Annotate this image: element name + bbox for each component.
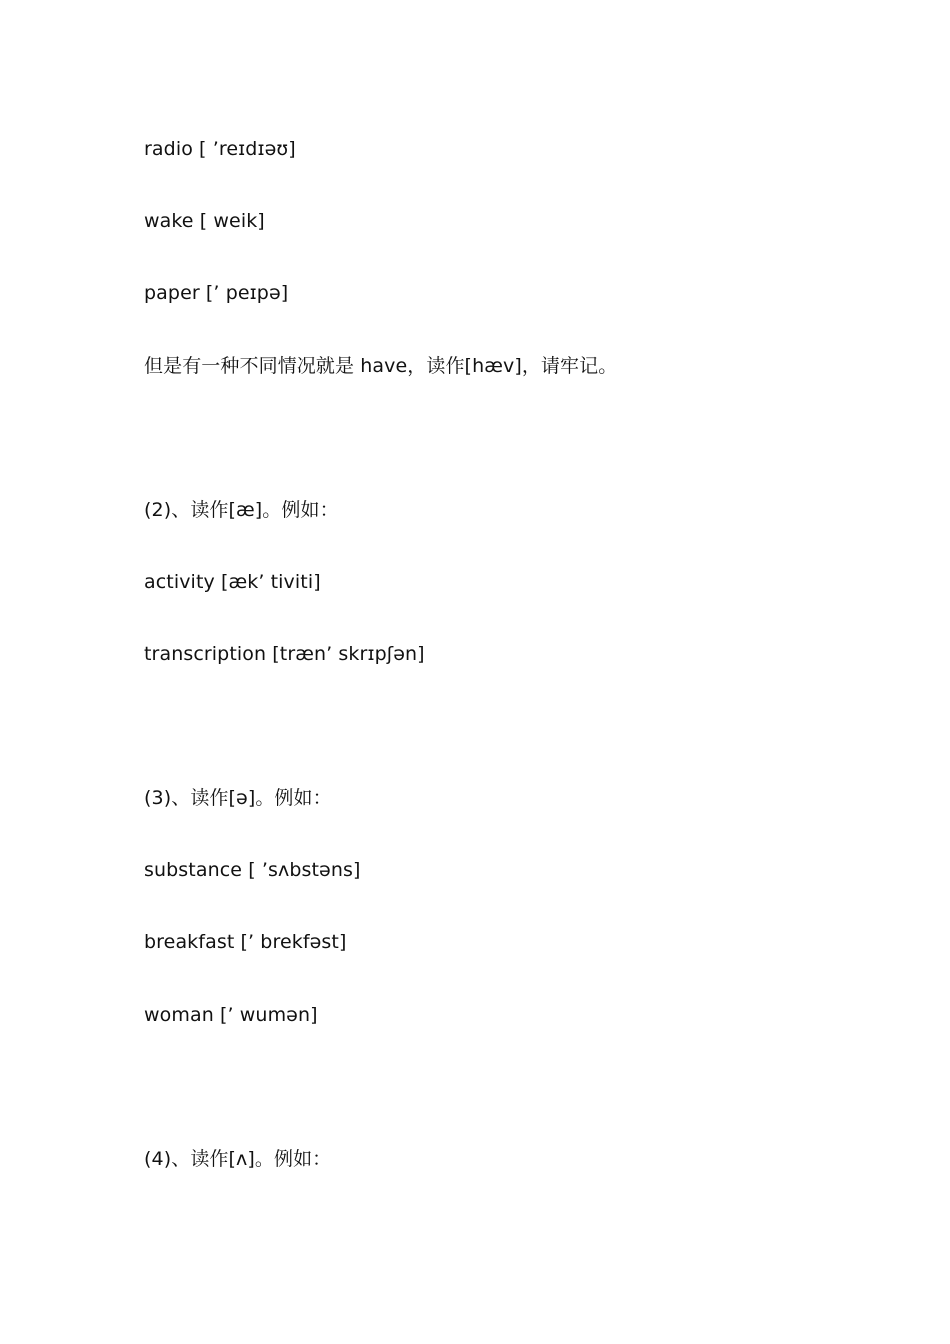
example-word-activity: activity [æk’ tiviti] <box>144 571 321 593</box>
example-word-wake: wake [ weik] <box>144 210 265 232</box>
example-word-woman: woman [’ wumən] <box>144 1004 318 1026</box>
section-heading-4: (4)、读作[ʌ]。例如： <box>144 1148 332 1170</box>
exception-note: 但是有一种不同情况就是 have，读作[hæv]，请牢记。 <box>144 355 618 377</box>
example-word-radio: radio [ ’reɪdɪəʊ] <box>144 138 296 160</box>
example-word-substance: substance [ ’sʌbstəns] <box>144 859 361 881</box>
example-word-transcription: transcription [træn’ skrɪpʃən] <box>144 643 425 665</box>
section-heading-3: (3)、读作[ə]。例如： <box>144 787 332 809</box>
section-heading-2: (2)、读作[æ]。例如： <box>144 499 339 521</box>
example-word-paper: paper [’ peɪpə] <box>144 282 289 304</box>
example-word-breakfast: breakfast [’ brekfəst] <box>144 931 347 953</box>
